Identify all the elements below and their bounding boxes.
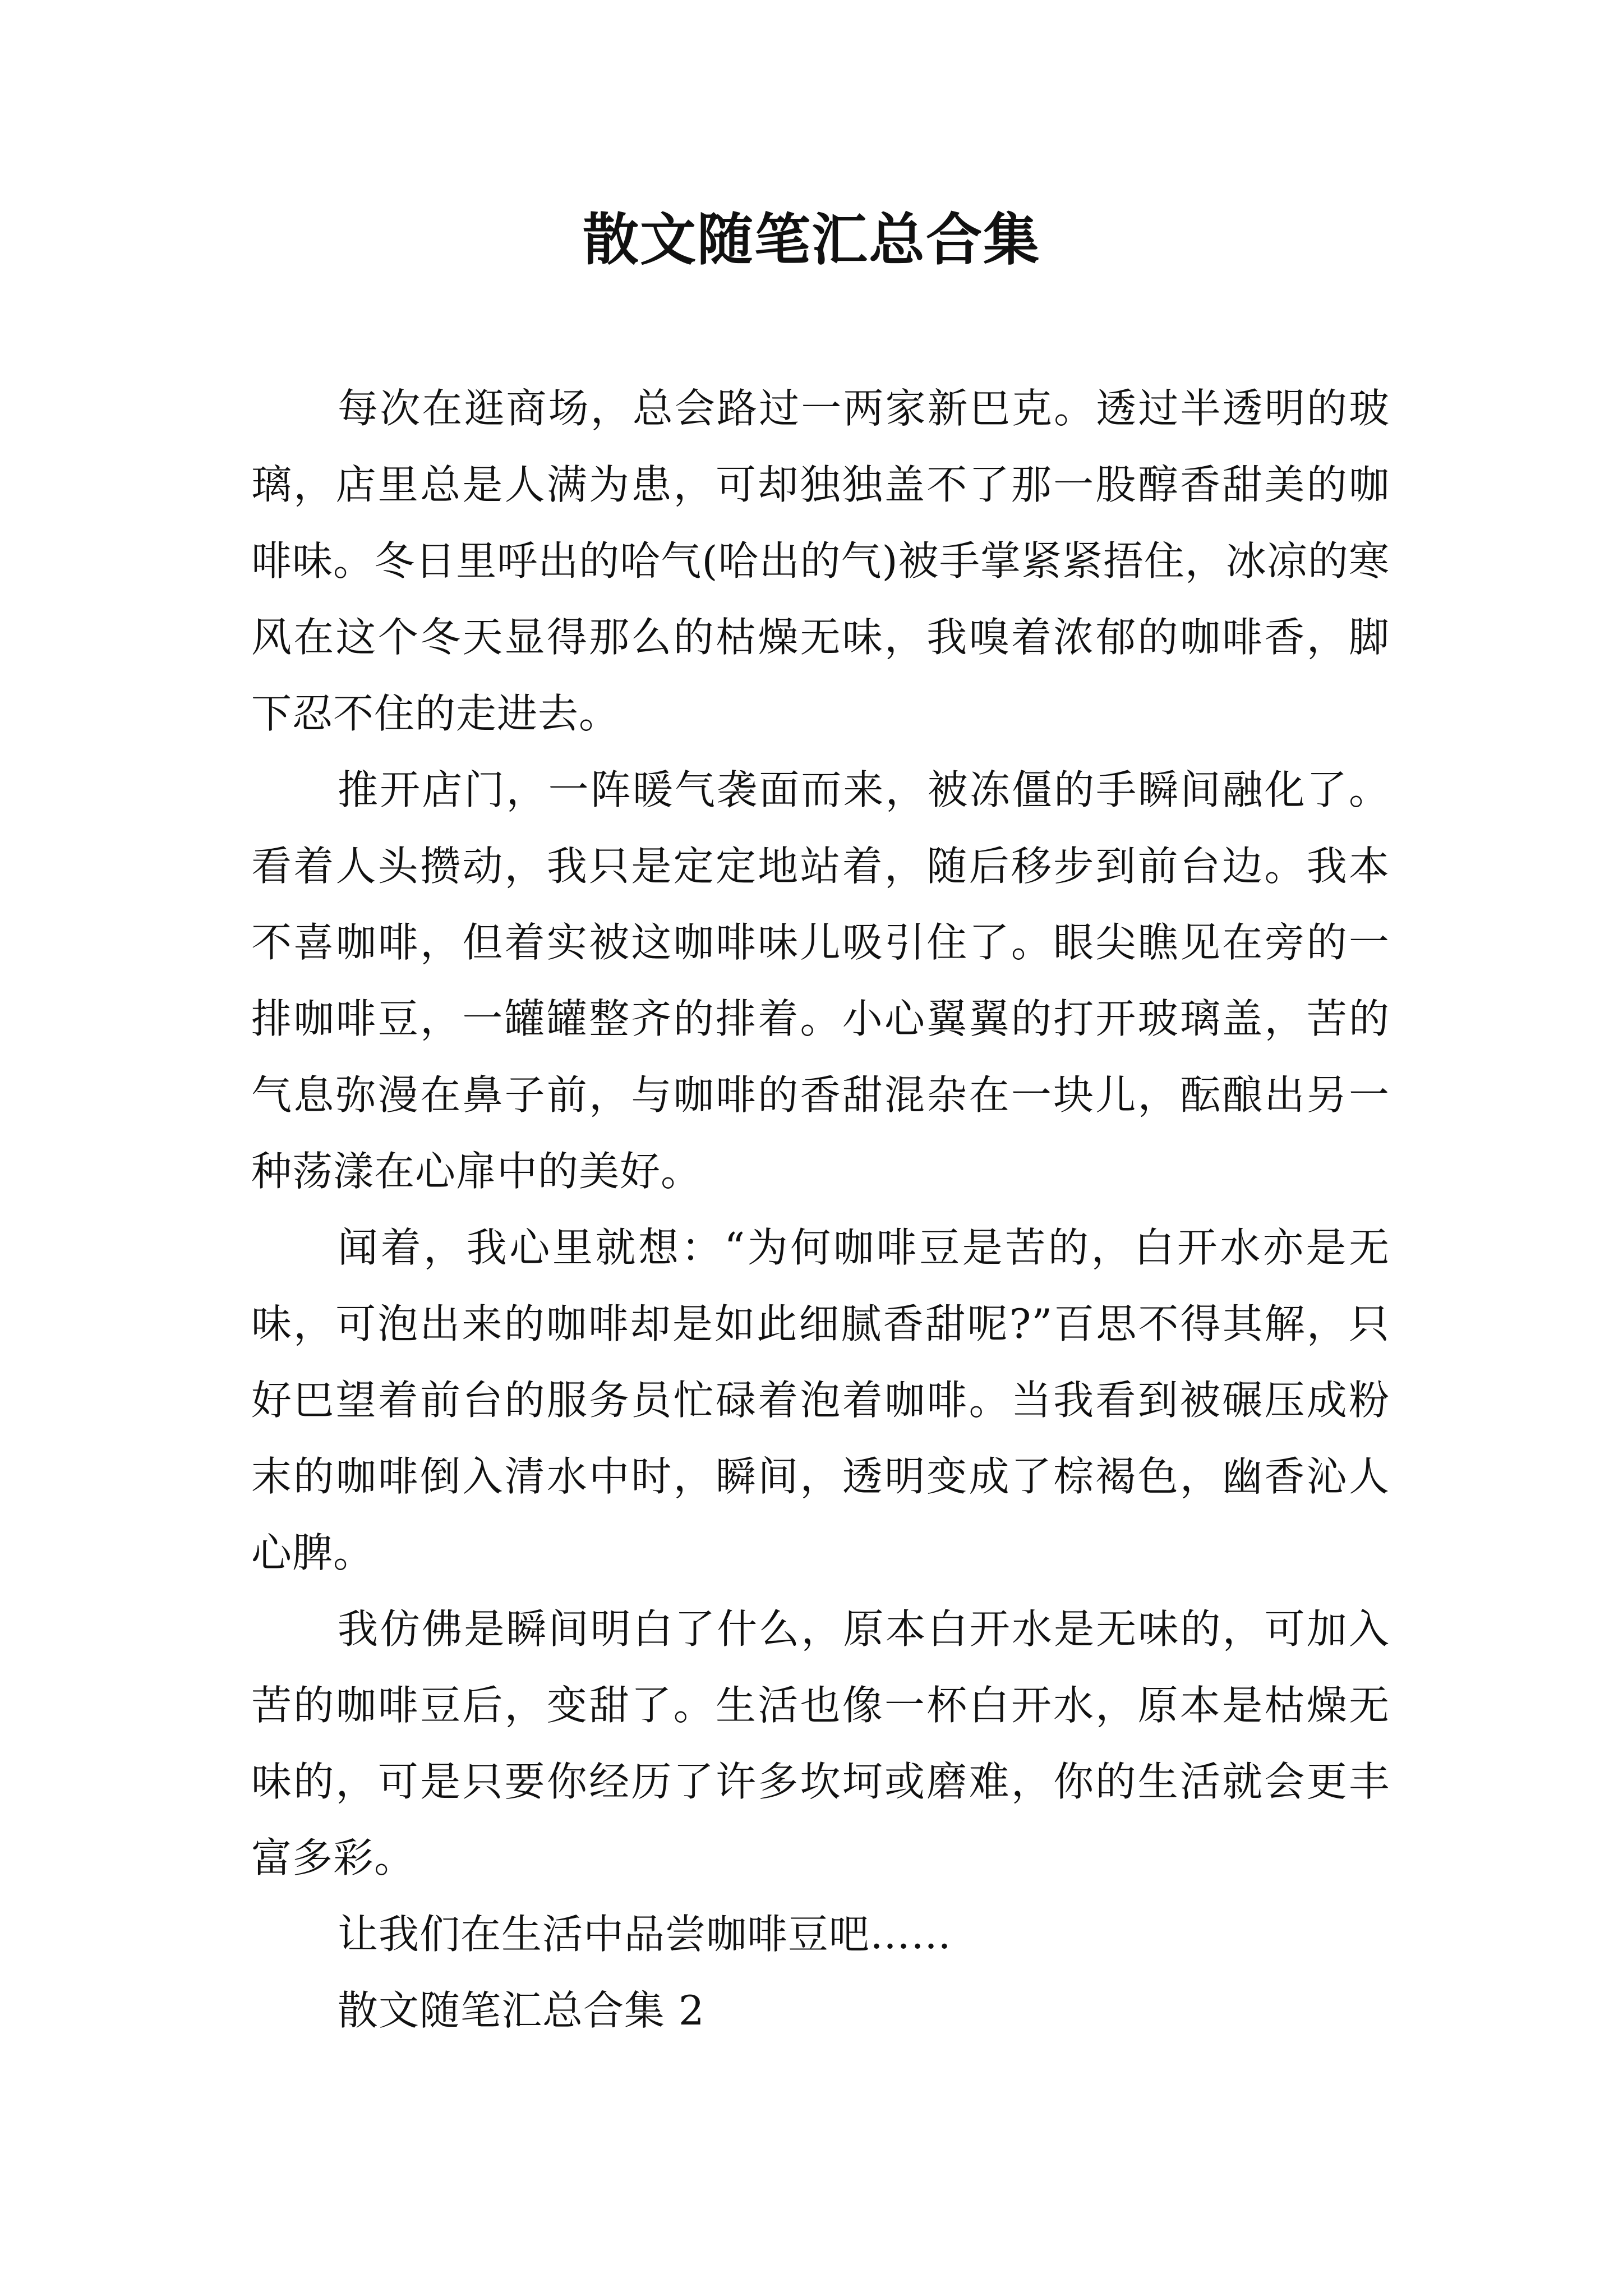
paragraph-3: 闻着，我心里就想：“为何咖啡豆是苦的，白开水亦是无味，可泡出来的咖啡却是如此细腻香甜呢?”百思不得其解，只好巴望着前台的服务员忙碌着泡着咖啡。当我看到被碾压成粉末的咖啡倒入清水中时，瞬间，透明变成了棕褐色，幽香沁人心脾。	[251, 1224, 1390, 1576]
paragraph-2: 推开店门，一阵暖气袭面而来，被冻僵的手瞬间融化了。看着人头攒动，我只是定定地站着，随后移步到前台边。我本不喜咖啡，但着实被这咖啡味儿吸引住了。眼尖瞧见在旁的一排咖啡豆，一罐罐整齐的排着。小心翼翼的打开玻璃盖，苦的气息弥漫在鼻子前，与咖啡的香甜混杂在一块儿，酝酿出另一种荡漾在心扉中的美好。	[251, 766, 1390, 1195]
section-heading-2: 散文随笔汇总合集 2	[338, 1987, 705, 2034]
paragraph-1: 每次在逛商场，总会路过一两家新巴克。透过半透明的玻璃，店里总是人满为患，可却独独盖不了那一股醇香甜美的咖啡味。冬日里呼出的哈气(哈出的气)被手掌紧紧捂住，冰凉的寒风在这个冬天显得那么的枯燥无味，我嗅着浓郁的咖啡香，脚下忍不住的走进去。	[251, 385, 1390, 737]
paragraph-5: 让我们在生活中品尝咖啡豆吧……	[338, 1911, 952, 1958]
document-title: 散文随笔汇总合集	[583, 207, 1040, 273]
document-body	[251, 370, 1390, 2049]
paragraph-4: 我仿佛是瞬间明白了什么，原本白开水是无味的，可加入苦的咖啡豆后，变甜了。生活也像一杯白开水，原本是枯燥无味的，可是只要你经历了许多坎坷或磨难，你的生活就会更丰富多彩。	[251, 1605, 1390, 1881]
